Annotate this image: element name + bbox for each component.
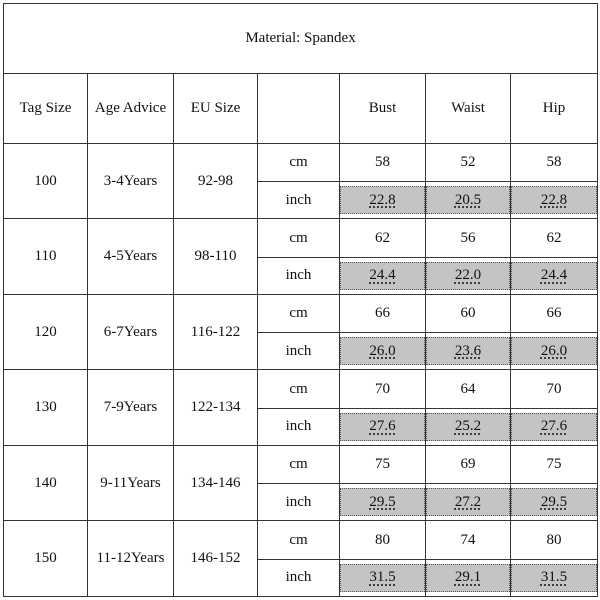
hip-inch-value: 26.0 xyxy=(540,342,568,359)
waist-cm-cell: 74 xyxy=(426,521,511,559)
waist-inch-cell xyxy=(426,333,511,370)
bust-cm-cell: 70 xyxy=(340,370,426,408)
shaded-value-box xyxy=(426,262,510,290)
age-advice-cell: 4-5Years xyxy=(88,219,174,295)
shaded-value-box xyxy=(511,564,597,592)
unit-inch-cell: inch xyxy=(258,484,340,521)
bust-inch-value: 22.8 xyxy=(369,191,396,208)
waist-cm-cell: 69 xyxy=(426,445,511,483)
header-tag-size: Tag Size xyxy=(4,74,88,143)
shaded-value-box xyxy=(426,413,510,441)
shaded-value-box xyxy=(511,262,597,290)
header-eu-size: EU Size xyxy=(174,74,258,143)
eu-size-cell: 116-122 xyxy=(174,294,258,370)
waist-inch-value: 25.2 xyxy=(454,418,482,435)
shaded-value-box xyxy=(340,564,425,592)
bust-inch-cell xyxy=(340,182,426,219)
bust-cm-cell: 58 xyxy=(340,143,426,181)
waist-inch-value: 29.1 xyxy=(454,569,482,586)
shaded-value-box xyxy=(340,413,425,441)
hip-cm-cell: 66 xyxy=(511,294,598,332)
waist-inch-cell xyxy=(426,559,511,596)
hip-inch-value: 29.5 xyxy=(540,493,568,510)
unit-cm-cell: cm xyxy=(258,370,340,408)
hip-inch-value: 22.8 xyxy=(540,191,568,208)
waist-inch-cell xyxy=(426,257,511,294)
tag-size-cell: 120 xyxy=(4,294,88,370)
hip-inch-cell xyxy=(511,559,598,596)
hip-inch-cell xyxy=(511,257,598,294)
waist-inch-cell xyxy=(426,484,511,521)
age-advice-cell: 6-7Years xyxy=(88,294,174,370)
tag-size-cell: 140 xyxy=(4,445,88,521)
size-row-cm xyxy=(4,219,598,257)
header-bust: Bust xyxy=(340,74,426,143)
waist-inch-value: 23.6 xyxy=(454,342,482,359)
size-chart-table xyxy=(3,3,598,597)
unit-cm-cell: cm xyxy=(258,294,340,332)
header-waist: Waist xyxy=(426,74,511,143)
waist-inch-cell xyxy=(426,408,511,445)
hip-cm-cell: 70 xyxy=(511,370,598,408)
header-age-advice: Age Advice xyxy=(88,74,174,143)
waist-inch-cell xyxy=(426,182,511,219)
shaded-value-box xyxy=(340,337,425,365)
shaded-value-box xyxy=(340,262,425,290)
shaded-value-box xyxy=(511,186,597,214)
age-advice-cell: 9-11Years xyxy=(88,445,174,521)
hip-inch-value: 31.5 xyxy=(540,569,568,586)
eu-size-cell: 92-98 xyxy=(174,143,258,219)
unit-inch-cell: inch xyxy=(258,182,340,219)
eu-size-cell: 122-134 xyxy=(174,370,258,446)
shaded-value-box xyxy=(426,186,510,214)
waist-cm-cell: 56 xyxy=(426,219,511,257)
bust-inch-cell xyxy=(340,484,426,521)
eu-size-cell: 98-110 xyxy=(174,219,258,295)
header-row xyxy=(4,74,598,143)
shaded-value-box xyxy=(340,488,425,516)
hip-inch-cell xyxy=(511,182,598,219)
header-hip: Hip xyxy=(511,74,598,143)
waist-cm-cell: 64 xyxy=(426,370,511,408)
waist-cm-cell: 52 xyxy=(426,143,511,181)
waist-inch-value: 20.5 xyxy=(454,191,482,208)
bust-inch-value: 31.5 xyxy=(369,569,396,586)
shaded-value-box xyxy=(340,186,425,214)
material-title: Material: Spandex xyxy=(4,4,598,74)
size-row-cm xyxy=(4,445,598,483)
waist-inch-value: 22.0 xyxy=(454,267,482,284)
unit-inch-cell: inch xyxy=(258,559,340,596)
tag-size-cell: 150 xyxy=(4,521,88,597)
age-advice-cell: 11-12Years xyxy=(88,521,174,597)
hip-cm-cell: 58 xyxy=(511,143,598,181)
bust-inch-cell xyxy=(340,333,426,370)
eu-size-cell: 134-146 xyxy=(174,445,258,521)
unit-cm-cell: cm xyxy=(258,521,340,559)
unit-inch-cell: inch xyxy=(258,257,340,294)
bust-cm-cell: 80 xyxy=(340,521,426,559)
unit-inch-cell: inch xyxy=(258,333,340,370)
hip-cm-cell: 62 xyxy=(511,219,598,257)
shaded-value-box xyxy=(426,337,510,365)
hip-inch-cell xyxy=(511,484,598,521)
eu-size-cell: 146-152 xyxy=(174,521,258,597)
tag-size-cell: 130 xyxy=(4,370,88,446)
hip-inch-cell xyxy=(511,408,598,445)
hip-cm-cell: 80 xyxy=(511,521,598,559)
bust-cm-cell: 75 xyxy=(340,445,426,483)
shaded-value-box xyxy=(426,564,510,592)
unit-inch-cell: inch xyxy=(258,408,340,445)
hip-inch-value: 24.4 xyxy=(540,267,568,284)
size-row-cm xyxy=(4,370,598,408)
bust-inch-value: 27.6 xyxy=(369,418,396,435)
age-advice-cell: 3-4Years xyxy=(88,143,174,219)
tag-size-cell: 110 xyxy=(4,219,88,295)
unit-cm-cell: cm xyxy=(258,445,340,483)
shaded-value-box xyxy=(426,488,510,516)
header-unit xyxy=(258,74,340,143)
bust-inch-value: 24.4 xyxy=(369,267,396,284)
bust-cm-cell: 62 xyxy=(340,219,426,257)
bust-inch-value: 29.5 xyxy=(369,493,396,510)
tag-size-cell: 100 xyxy=(4,143,88,219)
shaded-value-box xyxy=(511,413,597,441)
size-row-cm xyxy=(4,143,598,181)
bust-cm-cell: 66 xyxy=(340,294,426,332)
hip-inch-value: 27.6 xyxy=(540,418,568,435)
unit-cm-cell: cm xyxy=(258,219,340,257)
shaded-value-box xyxy=(511,337,597,365)
hip-cm-cell: 75 xyxy=(511,445,598,483)
age-advice-cell: 7-9Years xyxy=(88,370,174,446)
size-row-cm xyxy=(4,521,598,559)
hip-inch-cell xyxy=(511,333,598,370)
bust-inch-cell xyxy=(340,559,426,596)
bust-inch-cell xyxy=(340,408,426,445)
unit-cm-cell: cm xyxy=(258,143,340,181)
waist-cm-cell: 60 xyxy=(426,294,511,332)
title-row xyxy=(4,4,598,74)
size-row-cm xyxy=(4,294,598,332)
bust-inch-value: 26.0 xyxy=(369,342,396,359)
bust-inch-cell xyxy=(340,257,426,294)
waist-inch-value: 27.2 xyxy=(454,493,482,510)
shaded-value-box xyxy=(511,488,597,516)
